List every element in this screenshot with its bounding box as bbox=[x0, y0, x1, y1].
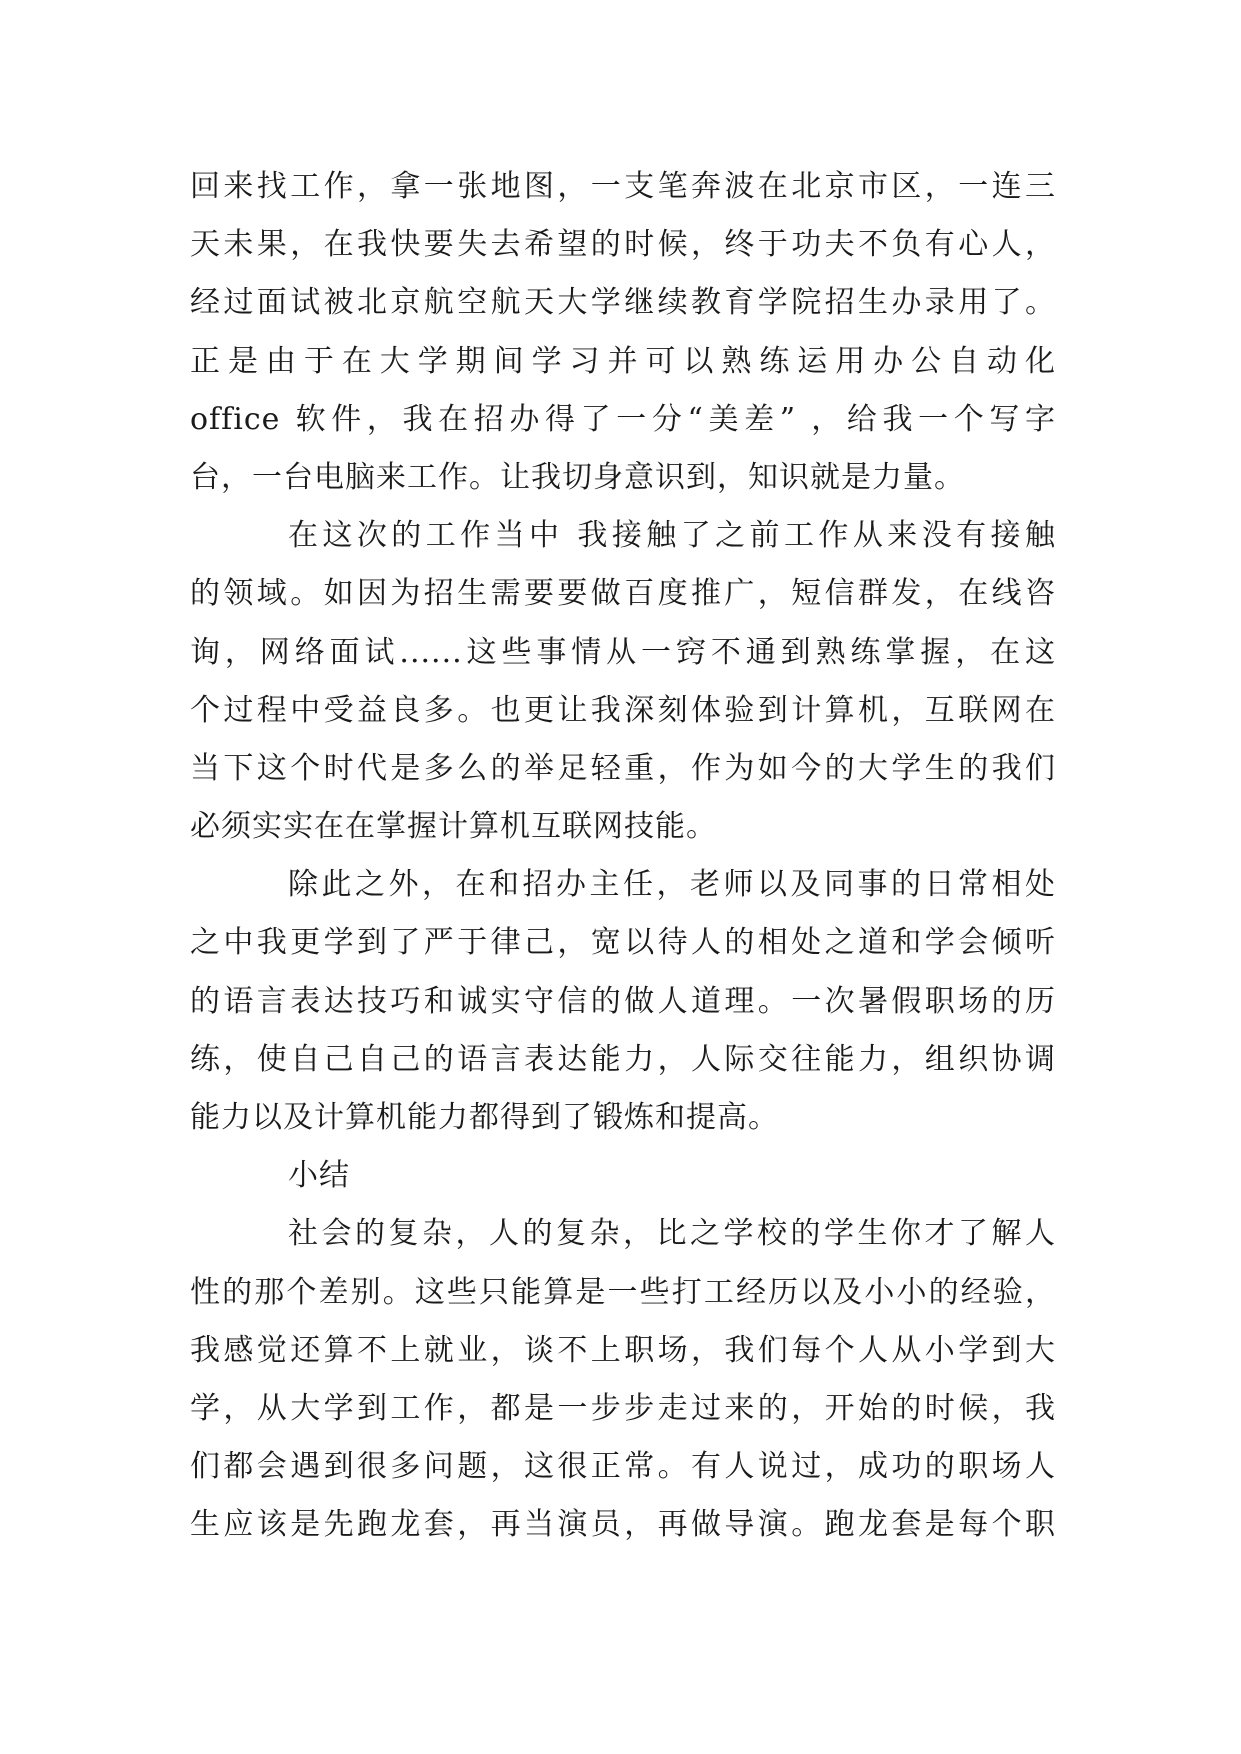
text-line: 除此之外，在和招办主任，老师以及同事的日常相处 bbox=[288, 867, 1056, 903]
text-line: office 软件，我在招办得了一分“美差” ，给我一个写字 bbox=[190, 401, 1056, 437]
text-line: 的语言表达技巧和诚实守信的做人道理。一次暑假职场的历 bbox=[190, 983, 1056, 1019]
text-line: 天未果，在我快要失去希望的时候，终于功夫不负有心人， bbox=[190, 227, 1056, 263]
text-line: 当下这个时代是多么的举足轻重，作为如今的大学生的我们 bbox=[190, 750, 1056, 786]
text-line: 练，使自己自己的语言表达能力，人际交往能力，组织协调 bbox=[190, 1041, 1056, 1077]
text-line: 我感觉还算不上就业，谈不上职场，我们每个人从小学到大 bbox=[190, 1332, 1056, 1368]
text-line: 们都会遇到很多问题，这很正常。有人说过，成功的职场人 bbox=[190, 1449, 1056, 1485]
document-body bbox=[190, 158, 1056, 1555]
text-line: 学，从大学到工作，都是一步步走过来的，开始的时候，我 bbox=[190, 1390, 1056, 1426]
text-line: 能力以及计算机能力都得到了锻炼和提高。 bbox=[190, 1100, 779, 1135]
text-line: 询，网络面试......这些事情从一窍不通到熟练掌握，在这 bbox=[190, 634, 1056, 670]
text-line: 正是由于在大学期间学习并可以熟练运用办公自动化 bbox=[190, 343, 1056, 379]
text-line: 个过程中受益良多。也更让我深刻体验到计算机，互联网在 bbox=[190, 692, 1056, 728]
section-heading: 小结 bbox=[288, 1158, 350, 1194]
text-line: 必须实实在在掌握计算机互联网技能。 bbox=[190, 809, 717, 845]
text-line: 回来找工作，拿一张地图，一支笔奔波在北京市区，一连三 bbox=[190, 169, 1056, 204]
text-line: 经过面试被北京航空航天大学继续教育学院招生办录用了。 bbox=[190, 285, 1056, 321]
text-line: 社会的复杂，人的复杂，比之学校的学生你才了解人 bbox=[288, 1216, 1056, 1252]
text-line: 的领域。如因为招生需要要做百度推广，短信群发，在线咨 bbox=[190, 576, 1056, 612]
text-line: 在这次的工作当中 我接触了之前工作从来没有接触 bbox=[288, 518, 1056, 554]
text-line: 之中我更学到了严于律己，宽以待人的相处之道和学会倾听 bbox=[190, 925, 1056, 961]
text-line: 生应该是先跑龙套，再当演员，再做导演。跑龙套是每个职 bbox=[190, 1507, 1056, 1543]
text-line: 台，一台电脑来工作。让我切身意识到，知识就是力量。 bbox=[190, 459, 965, 495]
text-line: 性的那个差别。这些只能算是一些打工经历以及小小的经验， bbox=[190, 1274, 1056, 1310]
